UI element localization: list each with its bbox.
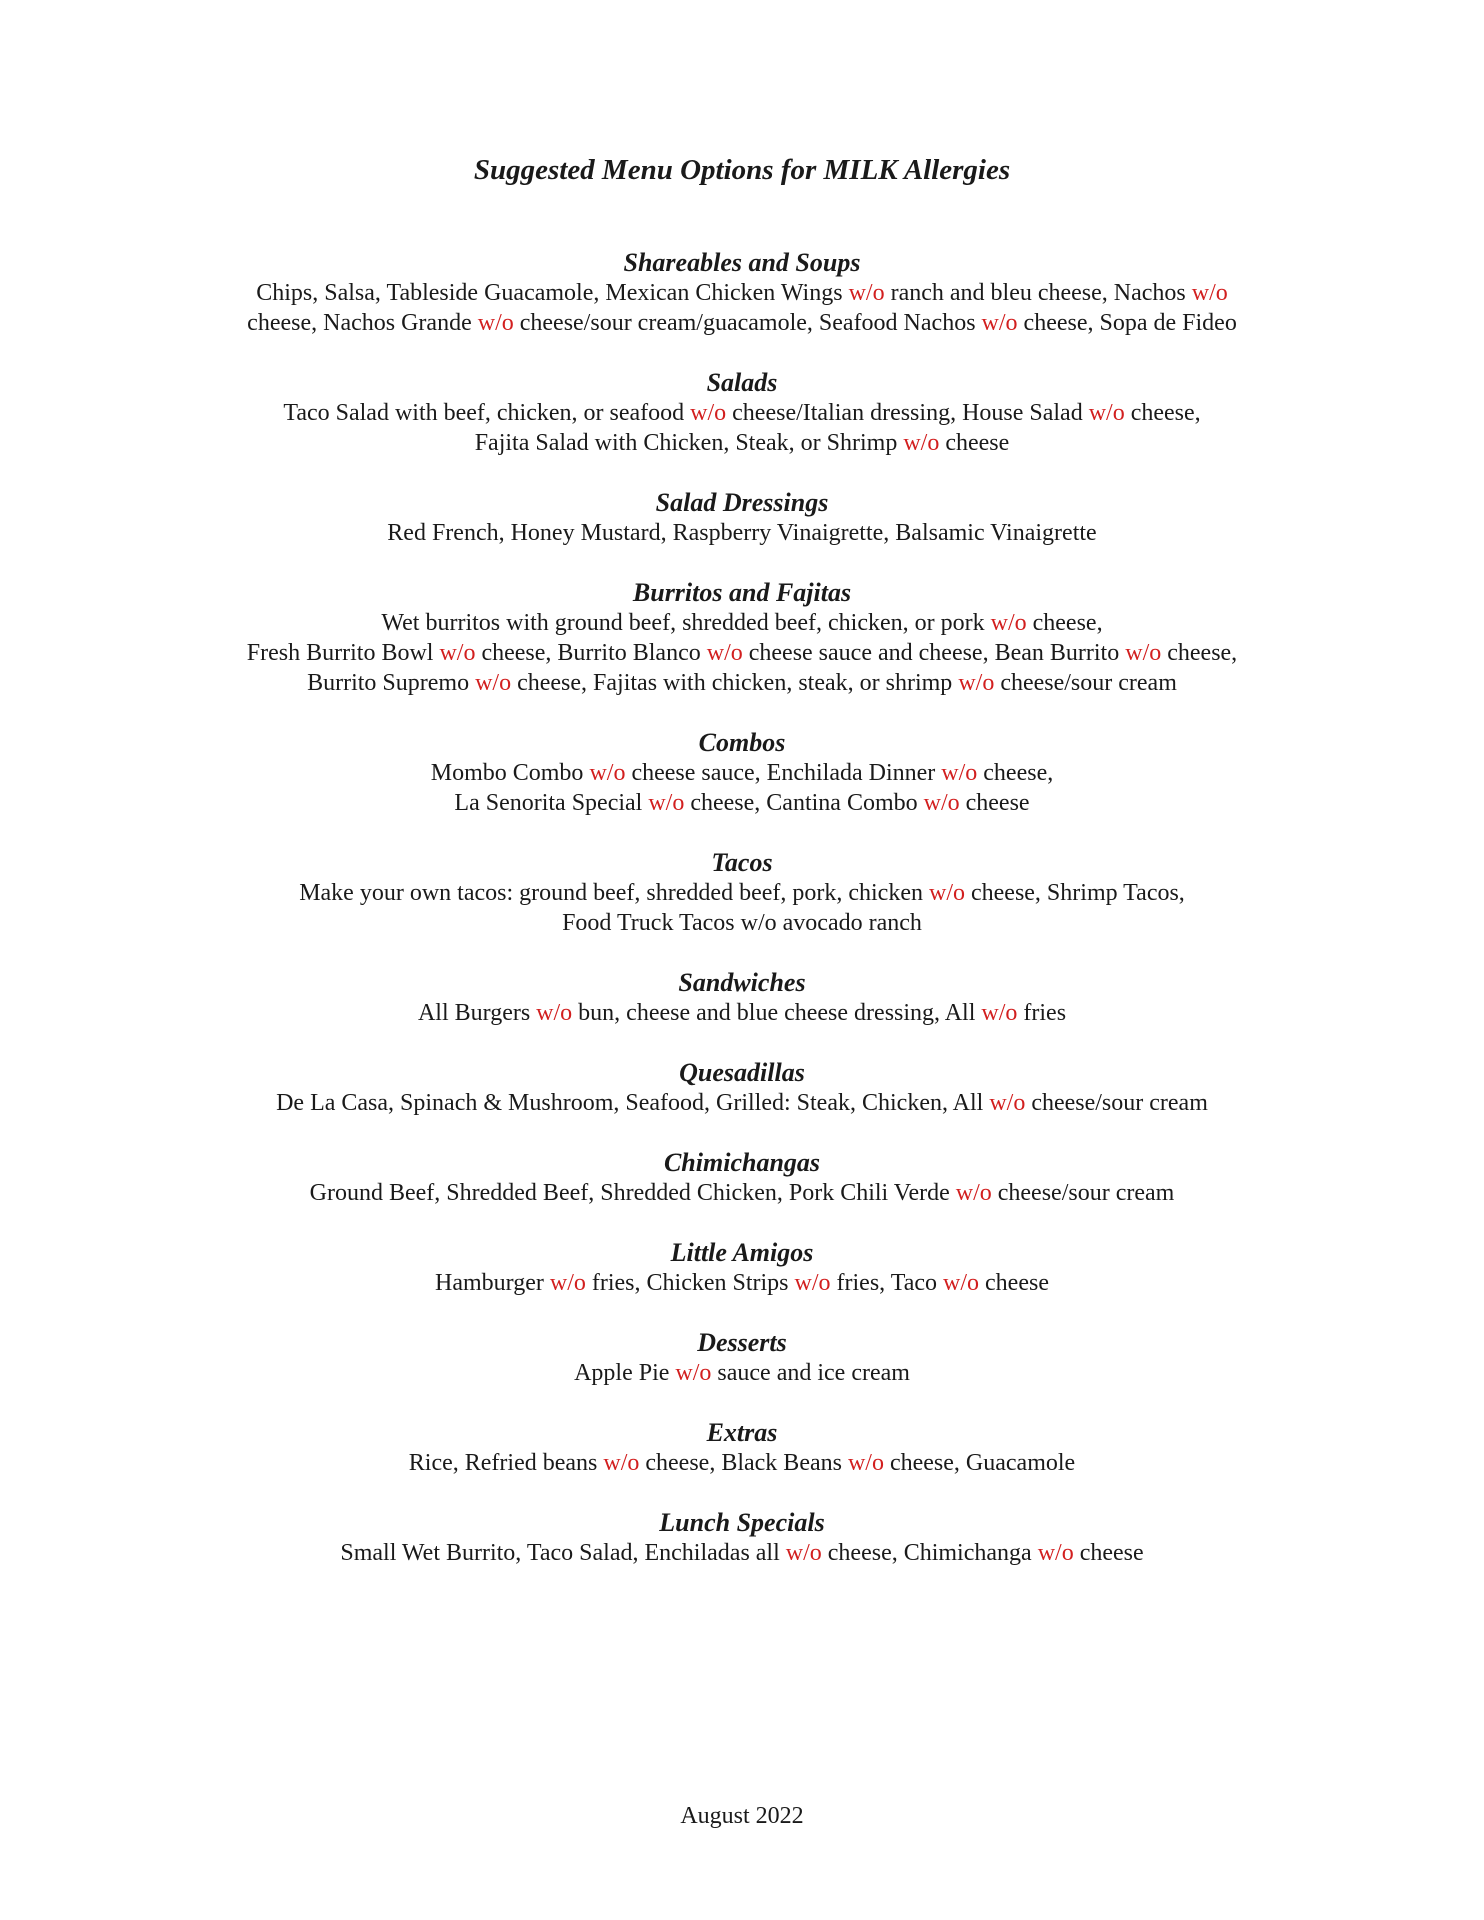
section-items	[120, 1448, 1364, 1478]
item-text: cheese, Shrimp Tacos,	[964, 880, 1185, 906]
item-text: cheese, Black Beans	[639, 1450, 848, 1476]
section-heading: Combos	[698, 728, 786, 757]
item-text: cheese sauce and cheese, Bean Burrito	[742, 640, 1126, 666]
item-text: cheese	[959, 790, 1030, 816]
section-heading: Salads	[706, 368, 778, 397]
section-heading: Burritos and Fajitas	[632, 578, 852, 607]
section-items	[120, 398, 1364, 458]
without-marker: w/o	[847, 1450, 884, 1476]
section-items	[120, 878, 1364, 938]
item-text: sauce and ice cream	[711, 1360, 910, 1386]
without-marker: w/o	[475, 670, 512, 696]
item-line	[120, 278, 1364, 308]
item-line	[120, 908, 1364, 938]
item-line	[120, 998, 1364, 1028]
section-items	[120, 1268, 1364, 1298]
without-marker: w/o	[690, 400, 727, 426]
item-text: cheese, Fajitas with chicken, steak, or shrimp	[511, 670, 959, 696]
menu-section	[120, 1418, 1364, 1478]
section-heading: Shareables and Soups	[623, 248, 861, 277]
without-marker: w/o	[903, 430, 940, 456]
section-heading: Quesadillas	[679, 1058, 805, 1087]
section-items	[120, 998, 1364, 1028]
without-marker: w/o	[794, 1270, 831, 1296]
without-marker: w/o	[1191, 280, 1228, 306]
without-marker: w/o	[958, 670, 995, 696]
without-marker: w/o	[477, 310, 514, 336]
without-marker: w/o	[549, 1270, 586, 1296]
item-line	[120, 878, 1364, 908]
without-marker: w/o	[941, 760, 978, 786]
section-heading: Desserts	[697, 1328, 787, 1357]
item-line	[120, 608, 1364, 638]
without-marker: w/o	[928, 880, 965, 906]
item-text: Apple Pie	[574, 1360, 676, 1386]
item-text: Burrito Supremo	[307, 670, 476, 696]
section-heading: Chimichangas	[663, 1148, 821, 1177]
menu-section	[120, 1058, 1364, 1118]
footer-date: August 2022	[680, 1803, 804, 1829]
section-heading: Sandwiches	[678, 968, 806, 997]
item-text: ranch and bleu cheese, Nachos	[884, 280, 1192, 306]
item-line	[120, 308, 1364, 338]
menu-sections	[120, 248, 1364, 1598]
menu-section	[120, 1508, 1364, 1568]
item-text: cheese	[979, 1270, 1049, 1296]
without-marker: w/o	[1125, 640, 1162, 666]
menu-section	[120, 848, 1364, 938]
menu-section	[120, 728, 1364, 818]
item-text: cheese,	[1026, 610, 1103, 636]
menu-section	[120, 1148, 1364, 1208]
item-text: cheese/sour cream	[994, 670, 1177, 696]
section-heading: Salad Dressings	[655, 488, 829, 517]
item-text: cheese, Guacamole	[883, 1450, 1076, 1476]
item-text: Fajita Salad with Chicken, Steak, or Shrimp	[474, 430, 904, 456]
item-line	[120, 1358, 1364, 1388]
item-line	[120, 428, 1364, 458]
item-text: Chips, Salsa, Tableside Guacamole, Mexican Chicken Wings	[256, 280, 849, 306]
item-text: cheese, Burrito Blanco	[475, 640, 707, 666]
item-line	[120, 758, 1364, 788]
menu-section	[120, 578, 1364, 698]
item-text: cheese, Chimichanga	[821, 1540, 1038, 1566]
without-marker: w/o	[536, 1000, 573, 1026]
without-marker: w/o	[943, 1270, 980, 1296]
item-text: All Burgers	[417, 1000, 537, 1026]
item-line	[120, 398, 1364, 428]
item-text: cheese sauce, Enchilada Dinner	[625, 760, 942, 786]
without-marker: w/o	[955, 1180, 992, 1206]
item-line	[120, 1178, 1364, 1208]
item-text: cheese,	[977, 760, 1054, 786]
item-text: cheese	[1073, 1540, 1144, 1566]
item-text: cheese, Cantina Combo	[684, 790, 924, 816]
section-items	[120, 518, 1364, 548]
section-heading: Lunch Specials	[659, 1508, 825, 1537]
section-items	[120, 1088, 1364, 1118]
without-marker: w/o	[706, 640, 743, 666]
item-text: Taco Salad with beef, chicken, or seafood	[283, 400, 691, 426]
without-marker: w/o	[1037, 1540, 1074, 1566]
without-marker: w/o	[990, 610, 1027, 636]
item-text: cheese/sour cream/guacamole, Seafood Nachos	[513, 310, 982, 336]
section-items	[120, 1538, 1364, 1568]
section-heading: Little Amigos	[670, 1238, 814, 1267]
without-marker: w/o	[675, 1360, 712, 1386]
item-text: fries, Chicken Strips	[585, 1270, 795, 1296]
menu-section	[120, 968, 1364, 1028]
item-line	[120, 1538, 1364, 1568]
item-text: fries	[1017, 1000, 1067, 1026]
menu-section	[120, 1328, 1364, 1388]
without-marker: w/o	[989, 1090, 1026, 1116]
section-heading: Tacos	[711, 848, 773, 877]
item-line	[120, 1088, 1364, 1118]
item-text: Red French, Honey Mustard, Raspberry Vinaigrette, Balsamic Vinaigrette	[387, 520, 1097, 546]
item-text: La Senorita Special	[454, 790, 649, 816]
item-text: fries, Taco	[830, 1270, 944, 1296]
without-marker: w/o	[1088, 400, 1125, 426]
item-line	[120, 518, 1364, 548]
item-text: Make your own tacos: ground beef, shredded beef, pork, chicken	[299, 880, 929, 906]
item-text: cheese	[939, 430, 1010, 456]
section-items	[120, 1178, 1364, 1208]
item-text: De La Casa, Spinach & Mushroom, Seafood, Grilled: Steak, Chicken, All	[276, 1090, 990, 1116]
menu-section	[120, 1238, 1364, 1298]
item-text: Small Wet Burrito, Taco Salad, Enchiladas all	[340, 1540, 786, 1566]
without-marker: w/o	[923, 790, 960, 816]
item-text: cheese, Nachos Grande	[247, 310, 478, 336]
menu-section	[120, 368, 1364, 458]
item-line	[120, 1268, 1364, 1298]
item-text: cheese/Italian dressing, House Salad	[726, 400, 1089, 426]
item-line	[120, 668, 1364, 698]
without-marker: w/o	[648, 790, 685, 816]
section-heading: Extras	[706, 1418, 778, 1447]
item-text: Hamburger	[435, 1270, 550, 1296]
item-line	[120, 788, 1364, 818]
item-text: bun, cheese and blue cheese dressing, All	[572, 1000, 982, 1026]
item-text: Wet burritos with ground beef, shredded beef, chicken, or pork	[381, 610, 991, 636]
without-marker: w/o	[981, 310, 1018, 336]
item-line	[120, 1448, 1364, 1478]
item-text: Mombo Combo	[430, 760, 590, 786]
item-text: Fresh Burrito Bowl	[246, 640, 440, 666]
section-items	[120, 1358, 1364, 1388]
page-title: Suggested Menu Options for MILK Allergies	[473, 154, 1011, 186]
without-marker: w/o	[848, 280, 885, 306]
without-marker: w/o	[603, 1450, 640, 1476]
without-marker: w/o	[785, 1540, 822, 1566]
without-marker: w/o	[589, 760, 626, 786]
section-items	[120, 608, 1364, 698]
menu-section	[120, 488, 1364, 548]
item-text: cheese/sour cream	[991, 1180, 1175, 1206]
item-text: Rice, Refried beans	[408, 1450, 604, 1476]
section-items	[120, 758, 1364, 818]
item-text: cheese,	[1124, 400, 1201, 426]
item-text: cheese, Sopa de Fideo	[1017, 310, 1237, 336]
item-text: cheese,	[1161, 640, 1238, 666]
section-items	[120, 278, 1364, 338]
item-text: cheese/sour cream	[1025, 1090, 1208, 1116]
without-marker: w/o	[439, 640, 476, 666]
menu-section	[120, 248, 1364, 338]
item-text: Ground Beef, Shredded Beef, Shredded Chicken, Pork Chili Verde	[309, 1180, 956, 1206]
item-text: Food Truck Tacos w/o avocado ranch	[562, 910, 922, 936]
item-line	[120, 638, 1364, 668]
without-marker: w/o	[981, 1000, 1018, 1026]
